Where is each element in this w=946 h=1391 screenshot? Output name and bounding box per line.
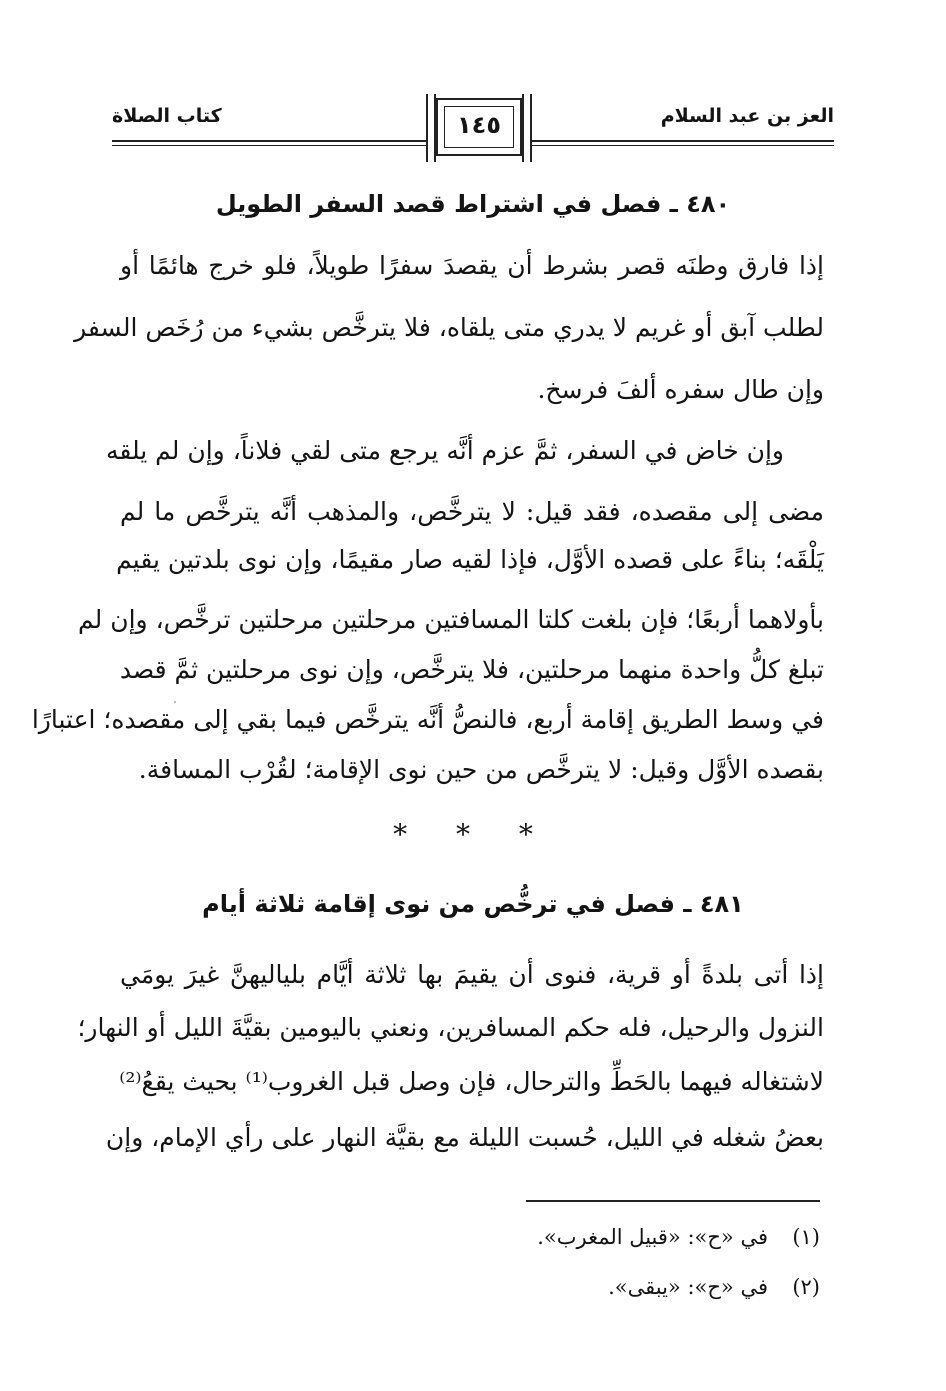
- paragraph-line: إذا أتى بلدةً أو قرية، فنوى أن يقيمَ بها ثلاثة أيَّام بلياليهنَّ غيرَ يومَي: [120, 960, 825, 989]
- running-header-chapter: كتاب الصلاة: [112, 105, 222, 127]
- footnote-text: في «ح»: «قبيل المغرب».: [537, 1225, 768, 1249]
- footnote-number: (٢): [792, 1275, 820, 1299]
- paragraph-line: بقصده الأوَّل وقيل: لا يترخَّص من حين نوى الإقامة؛ لقُرْب المسافة.: [138, 755, 824, 784]
- paragraph-line: وإن طال سفره ألفَ فرسخ.: [537, 375, 824, 404]
- section-heading-481: ٤٨١ ـ فصل في ترخُّص من نوى إقامة ثلاثة أيام: [202, 890, 744, 918]
- paragraph-line: بأولاهما أربعًا؛ فإن بلغت كلتا المسافتين مرحلتين مرحلتين ترخَّص، وإن لم: [78, 605, 824, 634]
- section-separator: * * *: [393, 818, 553, 851]
- frame-ornament-left: [426, 94, 436, 162]
- paragraph-line: إذا فارق وطنَه قصر بشرط أن يقصدَ سفرًا طويلاً، فلو خرج هائمًا أو: [120, 251, 824, 280]
- paragraph-line: بعضُ شغله في الليل، حُسبت الليلة مع بقيَّة النهار على رأي الإمام، وإن: [105, 1123, 824, 1152]
- footnote-text: في «ح»: «يبقى».: [608, 1275, 768, 1299]
- paragraph-line: لاشتغاله فيهما بالحَطِّ والترحال، فإن وصل قبل الغروب⁽¹⁾ بحيث يقعُ⁽²⁾: [119, 1067, 824, 1096]
- paragraph-line: لطلب آبق أو غريم لا يدري متى يلقاه، فلا يترخَّص بشيء من رُخَص السفر: [74, 313, 824, 342]
- paragraph-line: مضى إلى مقصده، فقد قيل: لا يترخَّص، والمذهب أنَّه يترخَّص ما لم: [120, 497, 824, 526]
- running-header-author: العز بن عبد السلام: [660, 105, 834, 127]
- frame-ornament-right: [522, 94, 532, 162]
- paragraph-line: يَلْقَه؛ بناءً على قصده الأوَّل، فإذا لقيه صار مقيمًا، وإن نوى بلدتين يقيم: [116, 545, 824, 574]
- paragraph-line: النزول والرحيل، فله حكم المسافرين، ونعني باليومين بقيَّةَ الليل أو النهار؛: [77, 1013, 824, 1042]
- footnote-1: [537, 1222, 820, 1252]
- scan-speck: [174, 701, 176, 703]
- page-number: ١٤٥: [457, 111, 501, 139]
- paragraph-line: تبلغ كلُّ واحدة منهما مرحلتين، فلا يترخَّص، وإن نوى مرحلتين ثمَّ قصد: [119, 655, 824, 684]
- paragraph-line: وإن خاض في السفر، ثمَّ عزم أنَّه يرجع متى لقي فلاناً، وإن لم يلقه: [105, 436, 784, 465]
- footnote-2: [608, 1272, 820, 1302]
- paragraph-line: في وسط الطريق إقامة أربع، فالنصُّ أنَّه يترخَّص فيما بقي إلى مقصده؛ اعتبارًا: [31, 705, 824, 734]
- footnote-number: (١): [792, 1225, 820, 1249]
- page-number-frame: [436, 98, 522, 156]
- section-heading-480: ٤٨٠ ـ فصل في اشتراط قصد السفر الطويل: [215, 190, 731, 218]
- footnote-rule: [526, 1200, 820, 1202]
